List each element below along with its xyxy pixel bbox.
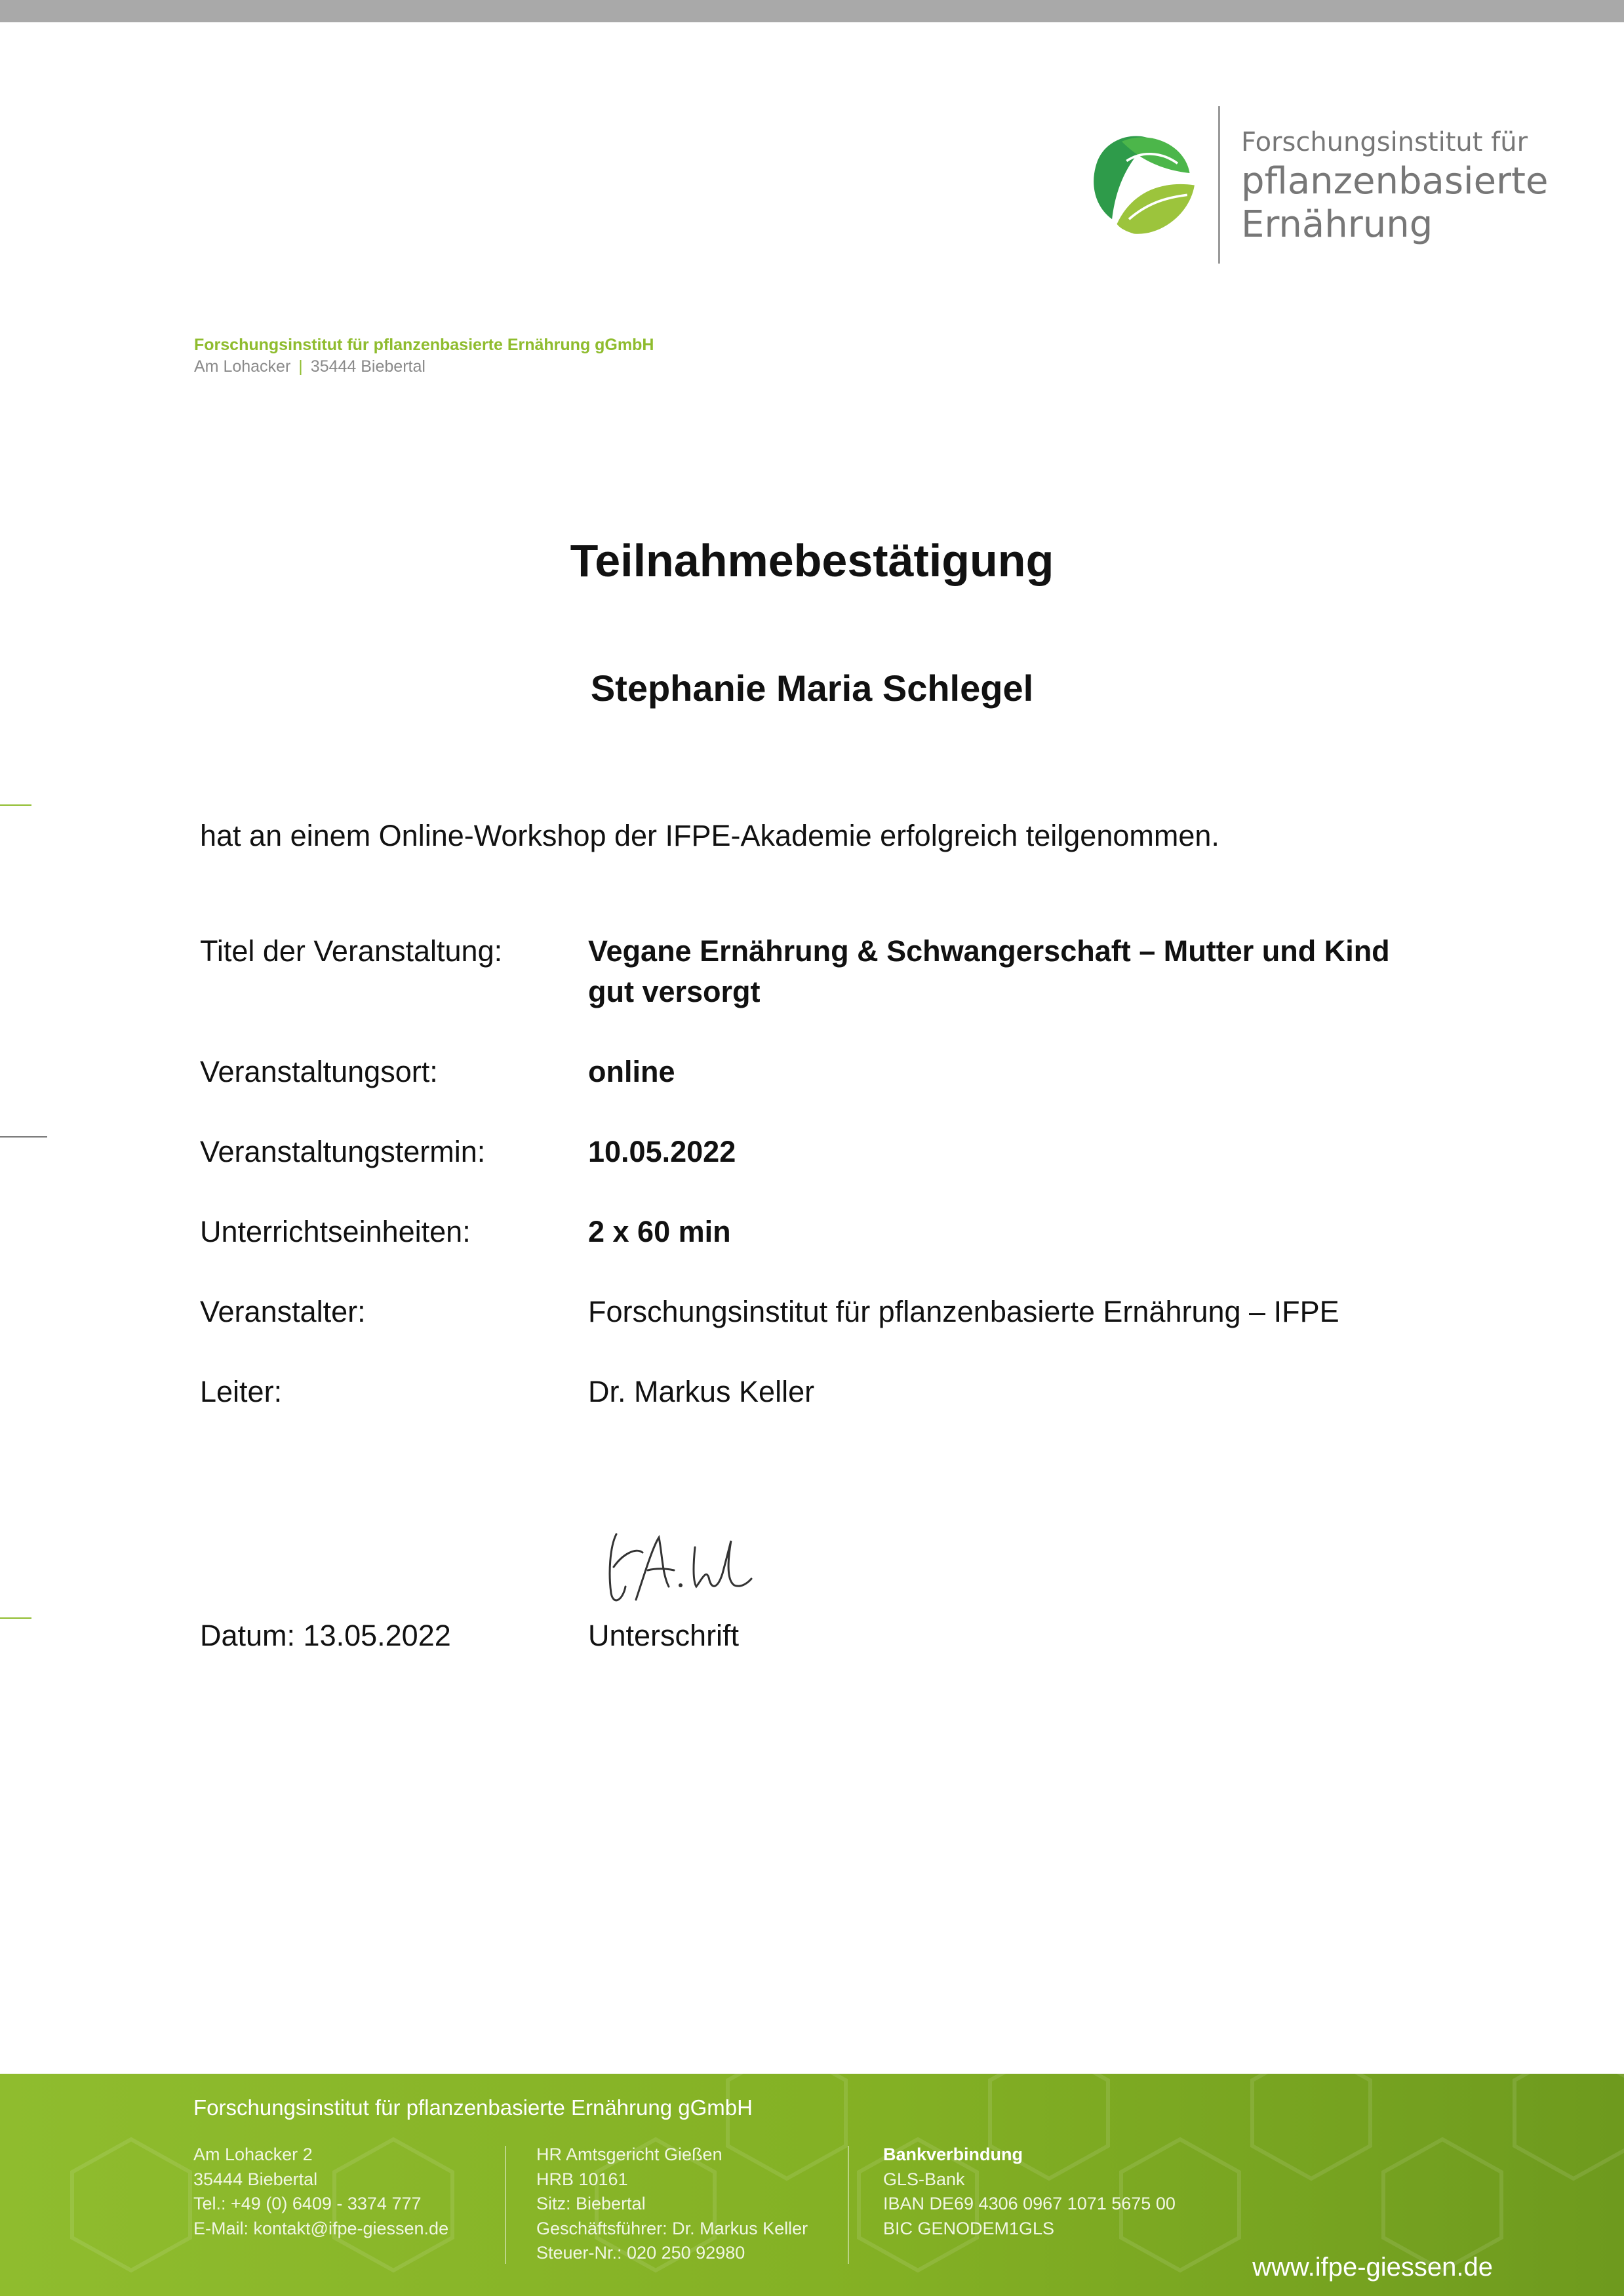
detail-value: 2 x 60 min bbox=[588, 1215, 731, 1248]
fold-mark-top bbox=[0, 804, 31, 806]
detail-label: Veranstalter: bbox=[200, 1295, 366, 1328]
handwritten-signature bbox=[597, 1508, 754, 1613]
detail-label: Veranstaltungstermin: bbox=[200, 1135, 486, 1168]
event-details bbox=[200, 931, 1446, 1412]
footer-line: 35444 Biebertal bbox=[193, 2169, 318, 2189]
detail-row-units bbox=[200, 1212, 1446, 1252]
footer-email[interactable]: E-Mail: kontakt@ifpe-giessen.de bbox=[193, 2218, 449, 2238]
sender-street: Am Lohacker bbox=[194, 357, 291, 376]
detail-row-title bbox=[200, 931, 1446, 1012]
detail-label: Leiter: bbox=[200, 1375, 283, 1408]
address-divider: | bbox=[298, 357, 303, 376]
detail-value: 10.05.2022 bbox=[588, 1135, 736, 1168]
logo-separator bbox=[1218, 106, 1220, 264]
footer-line: Geschäftsführer: Dr. Markus Keller bbox=[536, 2218, 808, 2238]
detail-value: online bbox=[588, 1055, 675, 1088]
sender-name: Forschungsinstitut für pflanzenbasierte Ernährung gGmbH bbox=[194, 336, 654, 354]
footer-line: Sitz: Biebertal bbox=[536, 2194, 646, 2213]
footer-line: Am Lohacker 2 bbox=[193, 2145, 313, 2164]
footer-line: HR Amtsgericht Gießen bbox=[536, 2145, 723, 2164]
footer-separator bbox=[505, 2146, 506, 2264]
sender-city: 35444 Biebertal bbox=[310, 357, 426, 376]
detail-value: Vegane Ernährung & Schwangerschaft – Mutter und Kind gut versorgt bbox=[588, 934, 1390, 1008]
sender-street-city bbox=[194, 356, 654, 378]
footer-line: BIC GENODEM1GLS bbox=[883, 2218, 1055, 2238]
detail-value: Dr. Markus Keller bbox=[588, 1375, 815, 1408]
footer-line: Steuer-Nr.: 020 250 92980 bbox=[536, 2243, 745, 2263]
logo-line-3: Ernährung bbox=[1241, 203, 1433, 246]
punch-mark bbox=[0, 1136, 47, 1138]
detail-row-date bbox=[200, 1132, 1446, 1172]
detail-row-leader bbox=[200, 1372, 1446, 1412]
footer-line: GLS-Bank bbox=[883, 2169, 965, 2189]
detail-row-location bbox=[200, 1052, 1446, 1092]
ifpe-logo bbox=[1080, 105, 1549, 269]
leaf-logo-icon bbox=[1080, 125, 1202, 246]
page-title: Teilnahmebestätigung bbox=[570, 535, 1054, 586]
footer bbox=[0, 2074, 1624, 2296]
signature-label: Unterschrift bbox=[588, 1619, 740, 1652]
logo-wordmark bbox=[1241, 125, 1548, 247]
footer-line: Tel.: +49 (0) 6409 - 3374 777 bbox=[193, 2194, 422, 2213]
detail-row-organizer bbox=[200, 1292, 1446, 1332]
logo-line-2: pflanzenbasierte bbox=[1241, 160, 1549, 203]
top-bar bbox=[0, 0, 1624, 22]
intro-text: hat an einem Online-Workshop der IFPE-Akademie erfolgreich teilgenommen. bbox=[200, 819, 1219, 852]
logo-line-1: Forschungsinstitut für bbox=[1241, 127, 1528, 157]
footer-bank-heading: Bankverbindung bbox=[883, 2145, 1023, 2164]
footer-contact bbox=[193, 2143, 448, 2241]
footer-title: Forschungsinstitut für pflanzenbasierte Ernährung gGmbH bbox=[193, 2095, 753, 2120]
footer-line: IBAN DE69 4306 0967 1071 5675 00 bbox=[883, 2194, 1176, 2213]
detail-label: Veranstaltungsort: bbox=[200, 1055, 438, 1088]
footer-bank bbox=[883, 2143, 1176, 2241]
detail-value: Forschungsinstitut für pflanzenbasierte Ernährung – IFPE bbox=[588, 1295, 1339, 1328]
recipient-name: Stephanie Maria Schlegel bbox=[590, 667, 1034, 709]
footer-registration bbox=[536, 2143, 808, 2266]
footer-separator bbox=[848, 2146, 849, 2264]
detail-label: Unterrichtseinheiten: bbox=[200, 1215, 471, 1248]
fold-mark-bottom bbox=[0, 1617, 31, 1619]
detail-label: Titel der Veranstaltung: bbox=[200, 934, 503, 968]
issue-date: Datum: 13.05.2022 bbox=[200, 1619, 451, 1652]
footer-website-link[interactable]: www.ifpe-giessen.de bbox=[1252, 2253, 1493, 2282]
footer-line: HRB 10161 bbox=[536, 2169, 628, 2189]
sender-address bbox=[194, 334, 654, 378]
